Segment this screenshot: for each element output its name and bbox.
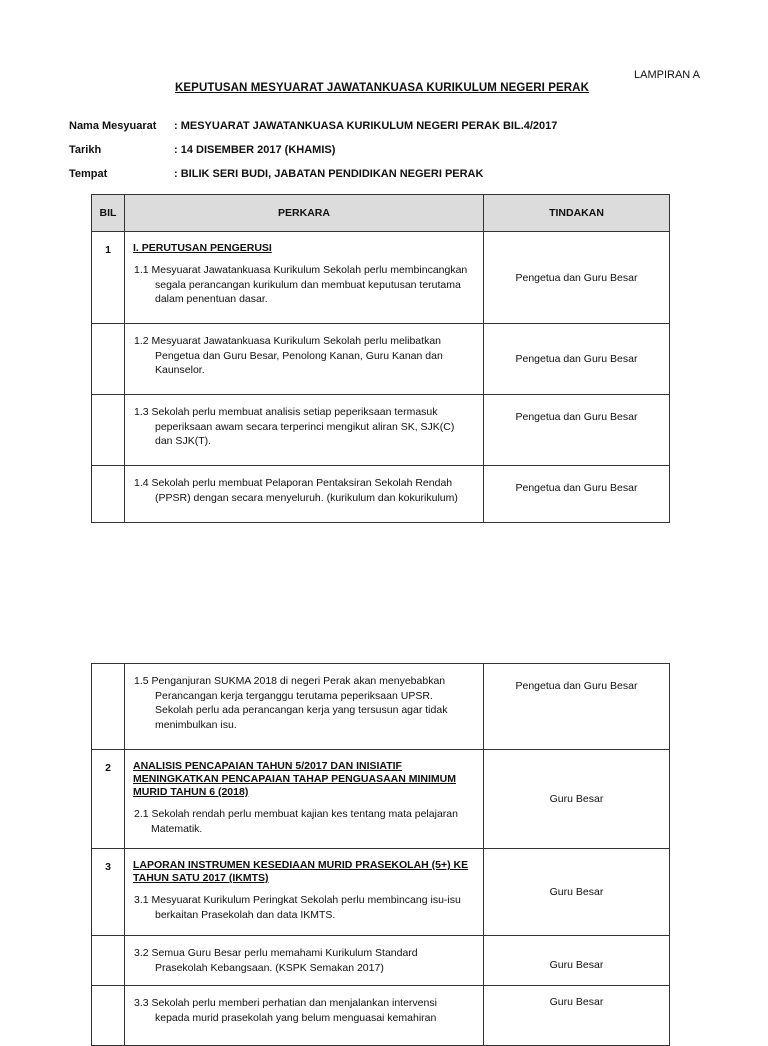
row-perkara: [125, 232, 484, 324]
item-text: 3.2 Semua Guru Besar perlu memahami Kurikulum Standard Prasekolah Kebangsaan. (KSPK Semakan 2017): [134, 947, 418, 974]
item-text: 1.2 Mesyuarat Jawatankuasa Kurikulum Sekolah perlu melibatkan Pengetua dan Guru Besar, Penolong Kanan, Guru Kanan dan Kaunselor.: [134, 335, 443, 376]
item-text: 1.5 Penganjuran SUKMA 2018 di negeri Perak akan menyebabkan Perancangan kerja terganggu terutama peperiksaan UPSR. Sekolah perlu ada perancangan kerja yang tersusun agar tidak menimbulkan isu.: [134, 675, 448, 731]
lampiran-label: LAMPIRAN A: [634, 69, 701, 81]
row-bil: [92, 466, 125, 523]
table-row: [92, 232, 670, 324]
tempat-label: Tempat: [69, 168, 108, 180]
table-row: [92, 936, 670, 986]
row-perkara: [125, 750, 484, 849]
nama-mesyuarat-value: : MESYUARAT JAWATANKUASA KURIKULUM NEGERI PERAK BIL.4/2017: [174, 120, 558, 132]
tarikh-value: : 14 DISEMBER 2017 (KHAMIS): [174, 144, 336, 156]
item-text: 2.1 Sekolah rendah perlu membuat kajian kes tentang mata pelajaran Matematik.: [134, 808, 458, 835]
minutes-table-page-1: [91, 194, 670, 523]
table-row: [92, 664, 670, 750]
column-header-perkara: PERKARA: [125, 195, 484, 232]
row-bil: 3: [92, 849, 125, 936]
nama-mesyuarat-label: Nama Mesyuarat: [69, 120, 157, 132]
row-tindakan: Pengetua dan Guru Besar: [484, 232, 670, 324]
item-text: 3.3 Sekolah perlu memberi perhatian dan menjalankan intervensi kepada murid prasekolah yang belum menguasai kemahiran: [134, 997, 437, 1024]
column-header-bil: BIL: [92, 195, 125, 232]
row-perkara: [125, 395, 484, 466]
section-heading: ANALISIS PENCAPAIAN TAHUN 5/2017 DAN INISIATIF MENINGKATKAN PENCAPAIAN TAHAP PENGUASAAN MINIMUM MURID TAHUN 6 (2018): [133, 760, 456, 798]
table-row: [92, 849, 670, 936]
column-header-tindakan: TINDAKAN: [484, 195, 670, 232]
table-row: [92, 395, 670, 466]
row-bil: [92, 986, 125, 1046]
row-perkara: [125, 849, 484, 936]
item-text: 1.1 Mesyuarat Jawatankuasa Kurikulum Sekolah perlu membincangkan segala perancangan kurikulum dan membuat keputusan terutama dalam penentuan dasar.: [134, 264, 468, 305]
row-bil: [92, 664, 125, 750]
item-text: 1.3 Sekolah perlu membuat analisis setiap peperiksaan termasuk peperiksaan awam secara terperinci mengikut aliran SK, SJK(C) dan SJK(T).: [134, 406, 455, 447]
table-row: [92, 466, 670, 523]
row-perkara: [125, 664, 484, 750]
item-text: 1.4 Sekolah perlu membuat Pelaporan Pentaksiran Sekolah Rendah (PPSR) dengan secara menyeluruh. (kurikulum dan kokurikulum): [134, 477, 458, 504]
section-heading: LAPORAN INSTRUMEN KESEDIAAN MURID PRASEKOLAH (5+) KE TAHUN SATU 2017 (IKMTS): [133, 859, 469, 884]
row-tindakan: Guru Besar: [484, 986, 670, 1046]
tempat-value: : BILIK SERI BUDI, JABATAN PENDIDIKAN NEGERI PERAK: [174, 168, 484, 180]
section-heading: I. PERUTUSAN PENGERUSI: [133, 242, 272, 254]
row-bil: [92, 324, 125, 395]
row-perkara: [125, 324, 484, 395]
row-tindakan: Pengetua dan Guru Besar: [484, 395, 670, 466]
row-bil: [92, 395, 125, 466]
table-row: [92, 324, 670, 395]
row-tindakan: Pengetua dan Guru Besar: [484, 466, 670, 523]
table-row: [92, 986, 670, 1046]
row-tindakan: Guru Besar: [484, 936, 670, 986]
row-bil: 2: [92, 750, 125, 849]
row-bil: [92, 936, 125, 986]
document-title: KEPUTUSAN MESYUARAT JAWATANKUASA KURIKULUM NEGERI PERAK: [175, 82, 589, 94]
tarikh-label: Tarikh: [69, 144, 102, 156]
item-text: 3.1 Mesyuarat Kurikulum Peringkat Sekolah perlu membincang isu-isu berkaitan Prasekolah dan data IKMTS.: [134, 894, 461, 921]
minutes-table-page-2: [91, 663, 670, 1046]
table-row: [92, 750, 670, 849]
row-perkara: [125, 466, 484, 523]
row-tindakan: Guru Besar: [484, 750, 670, 849]
row-tindakan: Guru Besar: [484, 849, 670, 936]
row-bil: 1: [92, 232, 125, 324]
row-perkara: [125, 986, 484, 1046]
row-perkara: [125, 936, 484, 986]
row-tindakan: Pengetua dan Guru Besar: [484, 324, 670, 395]
row-tindakan: Pengetua dan Guru Besar: [484, 664, 670, 750]
